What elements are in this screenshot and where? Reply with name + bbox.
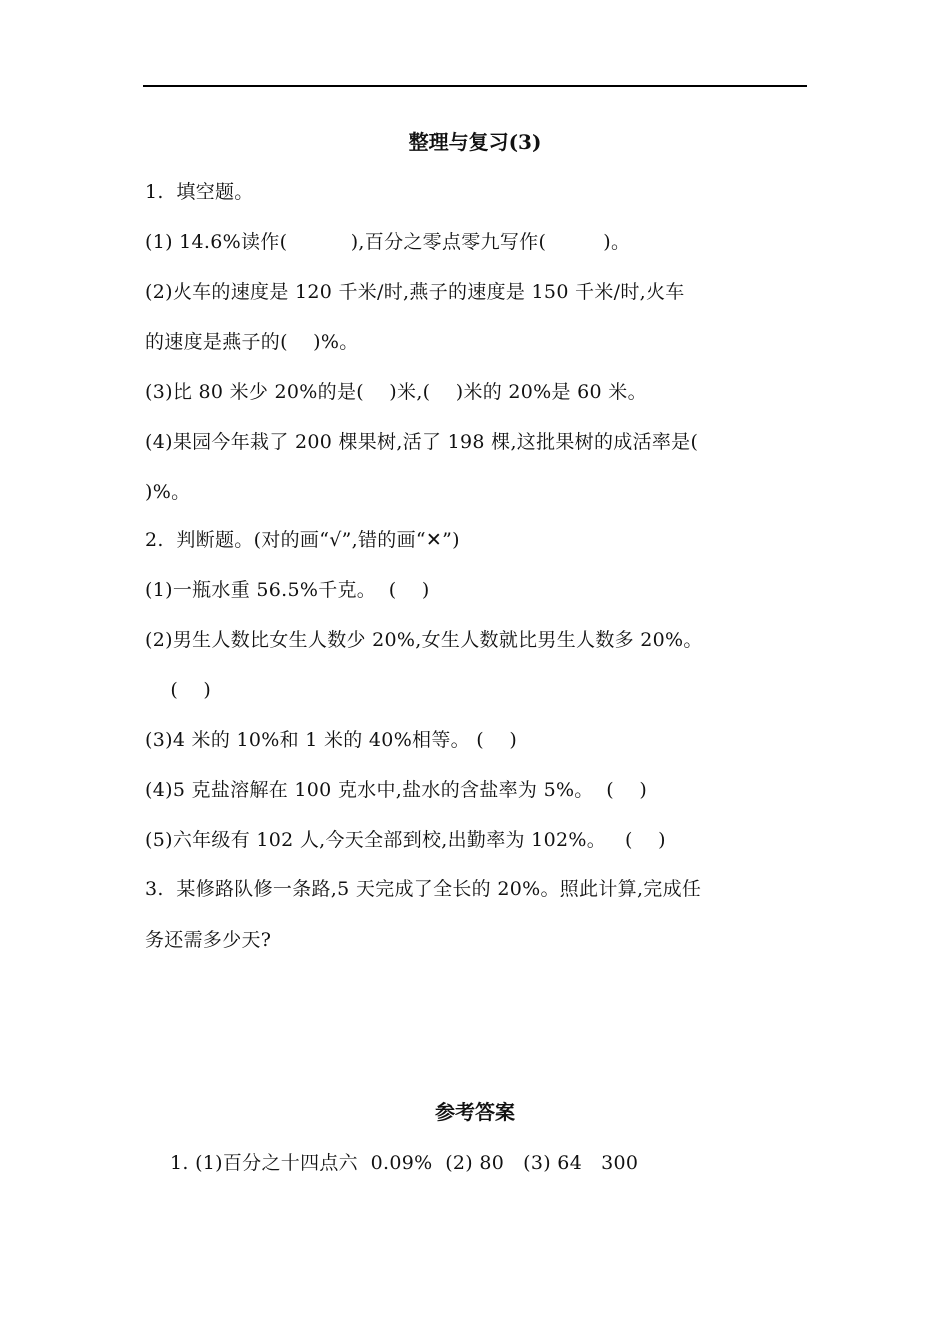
answers-line-1: 1. (1)百分之十四点六 0.09% (2) 80 (3) 64 300 [170,1152,639,1174]
q2-item-1: (1)一瓶水重 56.5%千克。 ( ) [145,579,430,601]
header-rule [143,85,807,87]
q1-item-4-line-2: )%。 [145,481,191,503]
answers-title: 参考答案 [435,1100,515,1124]
q2-item-2-line-2: ( ) [145,679,212,701]
q1-item-3: (3)比 80 米少 20%的是( )米,( )米的 20%是 60 米。 [145,381,647,403]
q1-item-2-line-1: (2)火车的速度是 120 千米/时,燕子的速度是 150 千米/时,火车 [145,281,685,303]
q3-line-1: 3. 某修路队修一条路,5 天完成了全长的 20%。照此计算,完成任 [145,878,702,900]
q1-heading: 1. 填空题。 [145,181,254,203]
q3-line-2: 务还需多少天? [145,929,272,951]
page-title: 整理与复习(3) [408,130,542,154]
q1-item-1: (1) 14.6%读作( ),百分之零点零九写作( )。 [145,231,631,253]
q2-item-2-line-1: (2)男生人数比女生人数少 20%,女生人数就比男生人数多 20%。 [145,629,703,651]
q1-item-4-line-1: (4)果园今年栽了 200 棵果树,活了 198 棵,这批果树的成活率是( [145,431,699,453]
q1-item-2-line-2: 的速度是燕子的( )%。 [145,331,359,353]
q2-item-3: (3)4 米的 10%和 1 米的 40%相等。 ( ) [145,729,518,751]
q2-heading: 2. 判断题。(对的画“√”,错的画“✕”) [145,529,460,551]
q2-item-4: (4)5 克盐溶解在 100 克水中,盐水的含盐率为 5%。 ( ) [145,779,648,801]
q2-item-5: (5)六年级有 102 人,今天全部到校,出勤率为 102%。 ( ) [145,829,666,851]
